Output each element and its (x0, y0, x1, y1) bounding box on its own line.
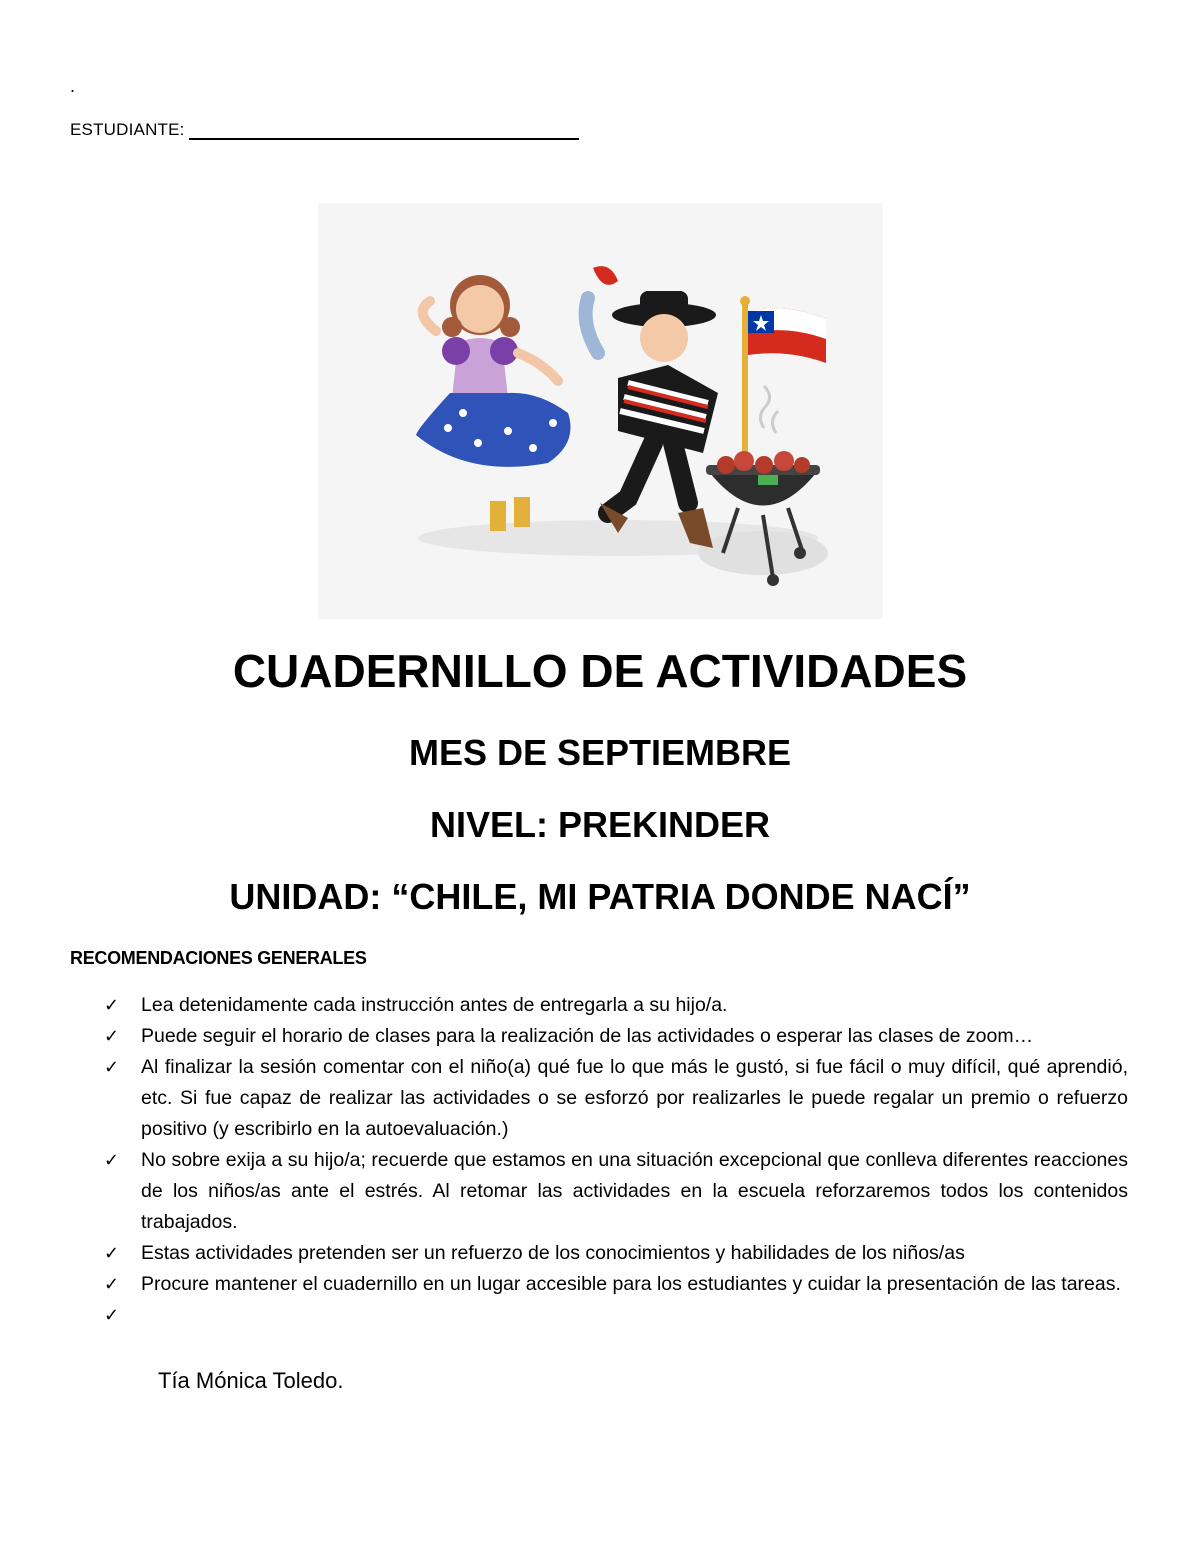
checkmark-icon: ✓ (104, 1026, 120, 1047)
checkmark-icon: ✓ (104, 1057, 120, 1078)
level-title: NIVEL: PREKINDER (429, 804, 771, 845)
boy-dancer-icon (586, 266, 718, 548)
list-item-text: Puede seguir el horario de clases para la realización de las actividades o esperar las clases de zoom… (141, 1025, 1034, 1047)
recommendations-list (104, 990, 1128, 1331)
chilean-flag-icon (740, 296, 826, 471)
grill-shadow (698, 531, 828, 575)
student-label: ESTUDIANTE: (70, 120, 185, 139)
list-item (104, 1021, 1128, 1052)
cueca-dancers-illustration (318, 203, 883, 619)
student-name-field[interactable] (70, 118, 579, 140)
checkmark-icon: ✓ (104, 995, 120, 1016)
month-title: MES DE SEPTIEMBRE (408, 732, 792, 773)
list-item (104, 1145, 1128, 1238)
list-item (104, 1052, 1128, 1145)
checkmark-icon: ✓ (104, 1243, 120, 1264)
list-item-text: Estas actividades pretenden ser un refuerzo de los conocimientos y habilidades de los niños/as (141, 1242, 965, 1264)
recommendations-heading: RECOMENDACIONES GENERALES (70, 948, 367, 968)
main-title: CUADERNILLO DE ACTIVIDADES (232, 645, 968, 697)
illustration-svg (318, 203, 883, 619)
list-item (104, 1300, 1128, 1331)
checkmark-icon: ✓ (104, 1150, 120, 1171)
girl-dancer-icon (416, 275, 571, 531)
unit-title: UNIDAD: “CHILE, MI PATRIA DONDE NACÍ” (229, 876, 971, 917)
list-item-text: Procure mantener el cuadernillo en un lugar accesible para los estudiantes y cuidar la presentación de las tareas. (141, 1273, 1121, 1295)
student-name-blank-line[interactable] (189, 118, 579, 140)
list-item-text: No sobre exija a su hijo/a; recuerde que estamos en una situación excepcional que conlleva diferentes reacciones de los niños/as ante el estrés. Al retomar las actividades en la escuela reforzaremos todos los contenidos trabajados. (141, 1149, 1128, 1233)
list-item (104, 1269, 1128, 1300)
list-item-text: Lea detenidamente cada instrucción antes de entregarla a su hijo/a. (141, 994, 728, 1016)
list-item (104, 1238, 1128, 1269)
teacher-signature: Tía Mónica Toledo. (158, 1368, 344, 1393)
list-item-text: Al finalizar la sesión comentar con el niño(a) qué fue lo que más le gustó, si fue fácil o muy difícil, qué aprendió, etc. Si fue capaz de realizar las actividades o se esforzó por realizarles le puede regalar un premio o refuerzo positivo (y escribirlo en la autoevaluación.) (141, 1056, 1128, 1140)
checkmark-icon: ✓ (104, 1274, 120, 1295)
page-dot: . (70, 76, 76, 96)
checkmark-icon: ✓ (104, 1305, 120, 1326)
list-item (104, 990, 1128, 1021)
